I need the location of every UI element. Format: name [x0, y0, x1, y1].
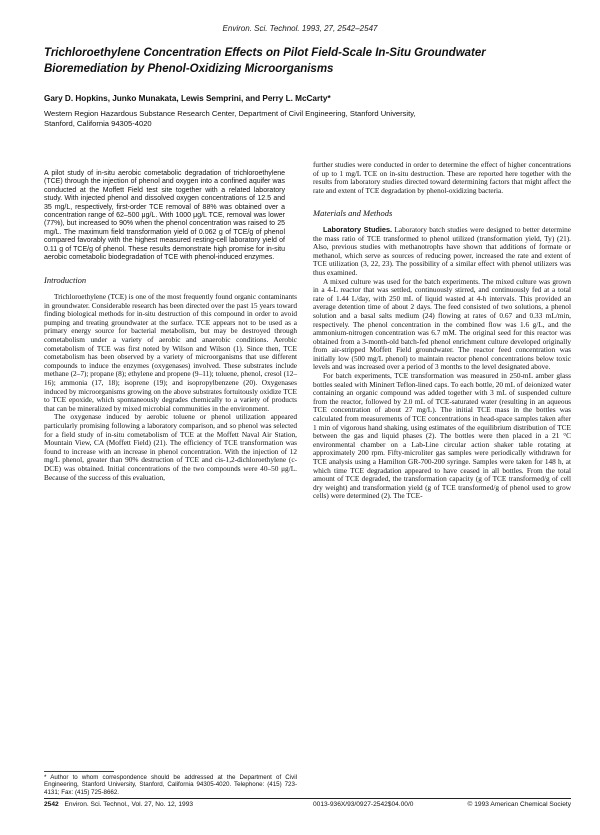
- body-paragraph: Trichloroethylene (TCE) is one of the most frequently found organic contaminants in groundwater. Considerable research has been directed over the past 15 years toward finding biological methods for in-situ destruction of this compound in order to avoid pumping and treating groundwater at the surface. TCE appears not to be used as a primary energy source for bacterial metabolism, but may be destroyed through cometabolism under a variety of aerobic and anaerobic conditions. Aerobic cometabolism of TCE was first noted by Wilson and Wilson (1). Since then, TCE cometabolism has been observed by a variety of microorganisms that use different compounds to induce the enzymes (oxygenases) involved. These substrates include methane (2–7); propane (8); ethylene and propene (9–11); toluene, phenol, cresol (12–16); ammonia (17, 18); isoprene (19); and isopropylbenzene (20). Oxygenases induced by microorganisms growing on the above substrates fortuitously oxidize TCE to TCE epoxide, which spontaneously degrades chemically to a variety of products that can be mineralized by mixed microbial communities in the environment.: [44, 292, 297, 413]
- journal-reference: Environ. Sci. Technol., Vol. 27, No. 12, 1993: [64, 801, 194, 808]
- lab-studies-subhead: Laboratory Studies.: [323, 224, 393, 234]
- correspondence-footnote: * Author to whom correspondence should be addressed at the Department of Civil Engineering, Stanford University, Stanford, California 94305-4020. Telephone: (415) 723-4131; Fax: (415) 725-8662.: [44, 774, 297, 796]
- body-paragraph: For batch experiments, TCE transformation was measured in 250-mL amber glass bottles sealed with Mininert Teflon-lined caps. To each bottle, 20 mL of deionized water containing an organic compound was added together with 3 mL of suspended culture from the reactor, followed by 2.0 mL of TCE-saturated water (resulting in an aqueous TCE concentration of about 27 mg/L). The initial TCE mass in the bottles was calculated from measurements of TCE concentrations in head-space samples taken after 1 min of vigorous hand shaking, using estimates of the equilibrium distribution of TCE between the gas and liquid phases (2). The bottles were then placed in a 21 °C environmental chamber on a Lab-Line circular action shaker table rotating at approximately 200 rpm. Fifty-microliter gas samples were periodically withdrawn for TCE analysis using a Hamilton GR-700-200 syringe. Samples were taken for 148 h, at which time TCE degradation appeared to have ceased in all bottles. From the total amount of TCE degraded, the transformation capacity (g of TCE transformed/g of cell dry weight) and transformation yield (g of TCE transformed/g of phenol used to grow cells) were determined (2). The TCE-: [313, 371, 571, 501]
- affiliation: [44, 109, 564, 129]
- doi-code: 0013-936X/93/0927-2542$04.00/0: [313, 801, 414, 808]
- footnote-divider: [44, 771, 114, 772]
- body-paragraph: [313, 226, 571, 278]
- paragraph-text: Laboratory batch studies were designed to better determine the mass ratio of TCE transformed to phenol utilized (transformation yield, Ty) (21). Also, previous studies with methanotrophs have shown that additions of formate or methanol, which serve as sources of reducing power, increased the rate and extent of TCE utilization (3, 22, 23). The possibility of a similar effect with phenol utilizers was thus examined.: [313, 224, 571, 277]
- right-column: [313, 161, 571, 501]
- introduction-heading: Introduction: [44, 275, 87, 286]
- running-head: Environ. Sci. Technol. 1993, 27, 2542–2547: [222, 24, 378, 33]
- body-paragraph: further studies were conducted in order to determine the effect of higher concentrations of up to 1 mg/L TCE on in-situ destruction. These are reported here together with the results from laboratory studies directed toward determining factors that might affect the rate and extent of TCE degradation by phenol-oxidizing bacteria.: [313, 160, 571, 195]
- abstract-text: A pilot study of in-situ aerobic cometabolic degradation of trichloroethylene (TCE) through the injection of phenol and oxygen into a confined aquifer was conducted at the Moffett Field test site together with a related laboratory study. With injected phenol and dissolved oxygen concentrations of 12.5 and 35 mg/L, respectively, first-order TCE removal of 88% was obtained over a concentration range of 62–500 μg/L. With 1000 μg/L TCE, removal was lower (77%), but increased to 90% when the phenol concentration was raised to 25 mg/L. The maximum field transformation yield of 0.062 g of TCE/g of phenol compared favorably with the highest measured resting-cell laboratory yield of 0.11 g of TCE/g of phenol. These results demonstrate high promise for in-situ aerobic cometabolic biodegradation of TCE with phenol-induced enzymes.: [44, 170, 285, 262]
- body-paragraph: A mixed culture was used for the batch experiments. The mixed culture was grown in a 4-L reactor that was settled, continuously stirred, and continuously fed at a total rate of 1.44 L/day, with 250 mL of liquid wasted at 4-h intervals. This provided an average detention time of about 2 days. The feed consisted of two solutions, a phenol solution and a basal salts medium (24) flowing at rates of 0.67 and 0.33 mL/min, respectively. The phenol concentration in the combined flow was 1.6 g/L, and the ammonium-nitrogen concentration was 6.7 mM. The original seed for this reactor was obtained from a 3-month-old batch-fed phenol enrichment culture developed originally from air-stripped Moffett Field groundwater. The reactor feed concentration was initially low (500 mg/L phenol) to maintain reactor phenol concentrations below toxic levels and was increased over a period of 3 months to the level designated above.: [313, 276, 571, 372]
- affiliation-line: Western Region Hazardous Substance Research Center, Department of Civil Engineering, Stanford University,: [44, 109, 416, 118]
- footer-citation: [44, 801, 193, 808]
- footer-divider: [44, 798, 571, 799]
- author-list: Gary D. Hopkins, Junko Munakata, Lewis Semprini, and Perry L. McCarty*: [44, 94, 331, 103]
- affiliation-line: Stanford, California 94305-4020: [44, 119, 152, 128]
- article-title: Trichloroethylene Concentration Effects on Pilot Field-Scale In-Situ Groundwater Bioremediation by Phenol-Oxidizing Microorganisms: [44, 47, 486, 75]
- left-column: [44, 170, 297, 482]
- body-paragraph: The oxygenase induced by aerobic toluene or phenol utilization appeared particularly promising following a laboratory comparison, and so phenol was selected for a field study of in-situ cometabolism of TCE at the Moffett Naval Air Station, Mountain View, CA (Moffett Field) (21). The efficiency of TCE transformation was found to increase with an increase in phenol concentration. With the injection of 12 mg/L phenol, greater than 90% destruction of TCE and cis-1,2-dichloroethylene (c-DCE) was obtained. Initial concentrations of the two compounds were 40–50 μg/L. Because of the success of this evaluation,: [44, 412, 297, 482]
- methods-heading: Materials and Methods: [313, 208, 393, 219]
- abstract: [44, 170, 297, 262]
- page-number: 2542: [44, 801, 59, 808]
- copyright-notice: © 1993 American Chemical Society: [467, 801, 571, 808]
- footer-publisher: [313, 801, 571, 808]
